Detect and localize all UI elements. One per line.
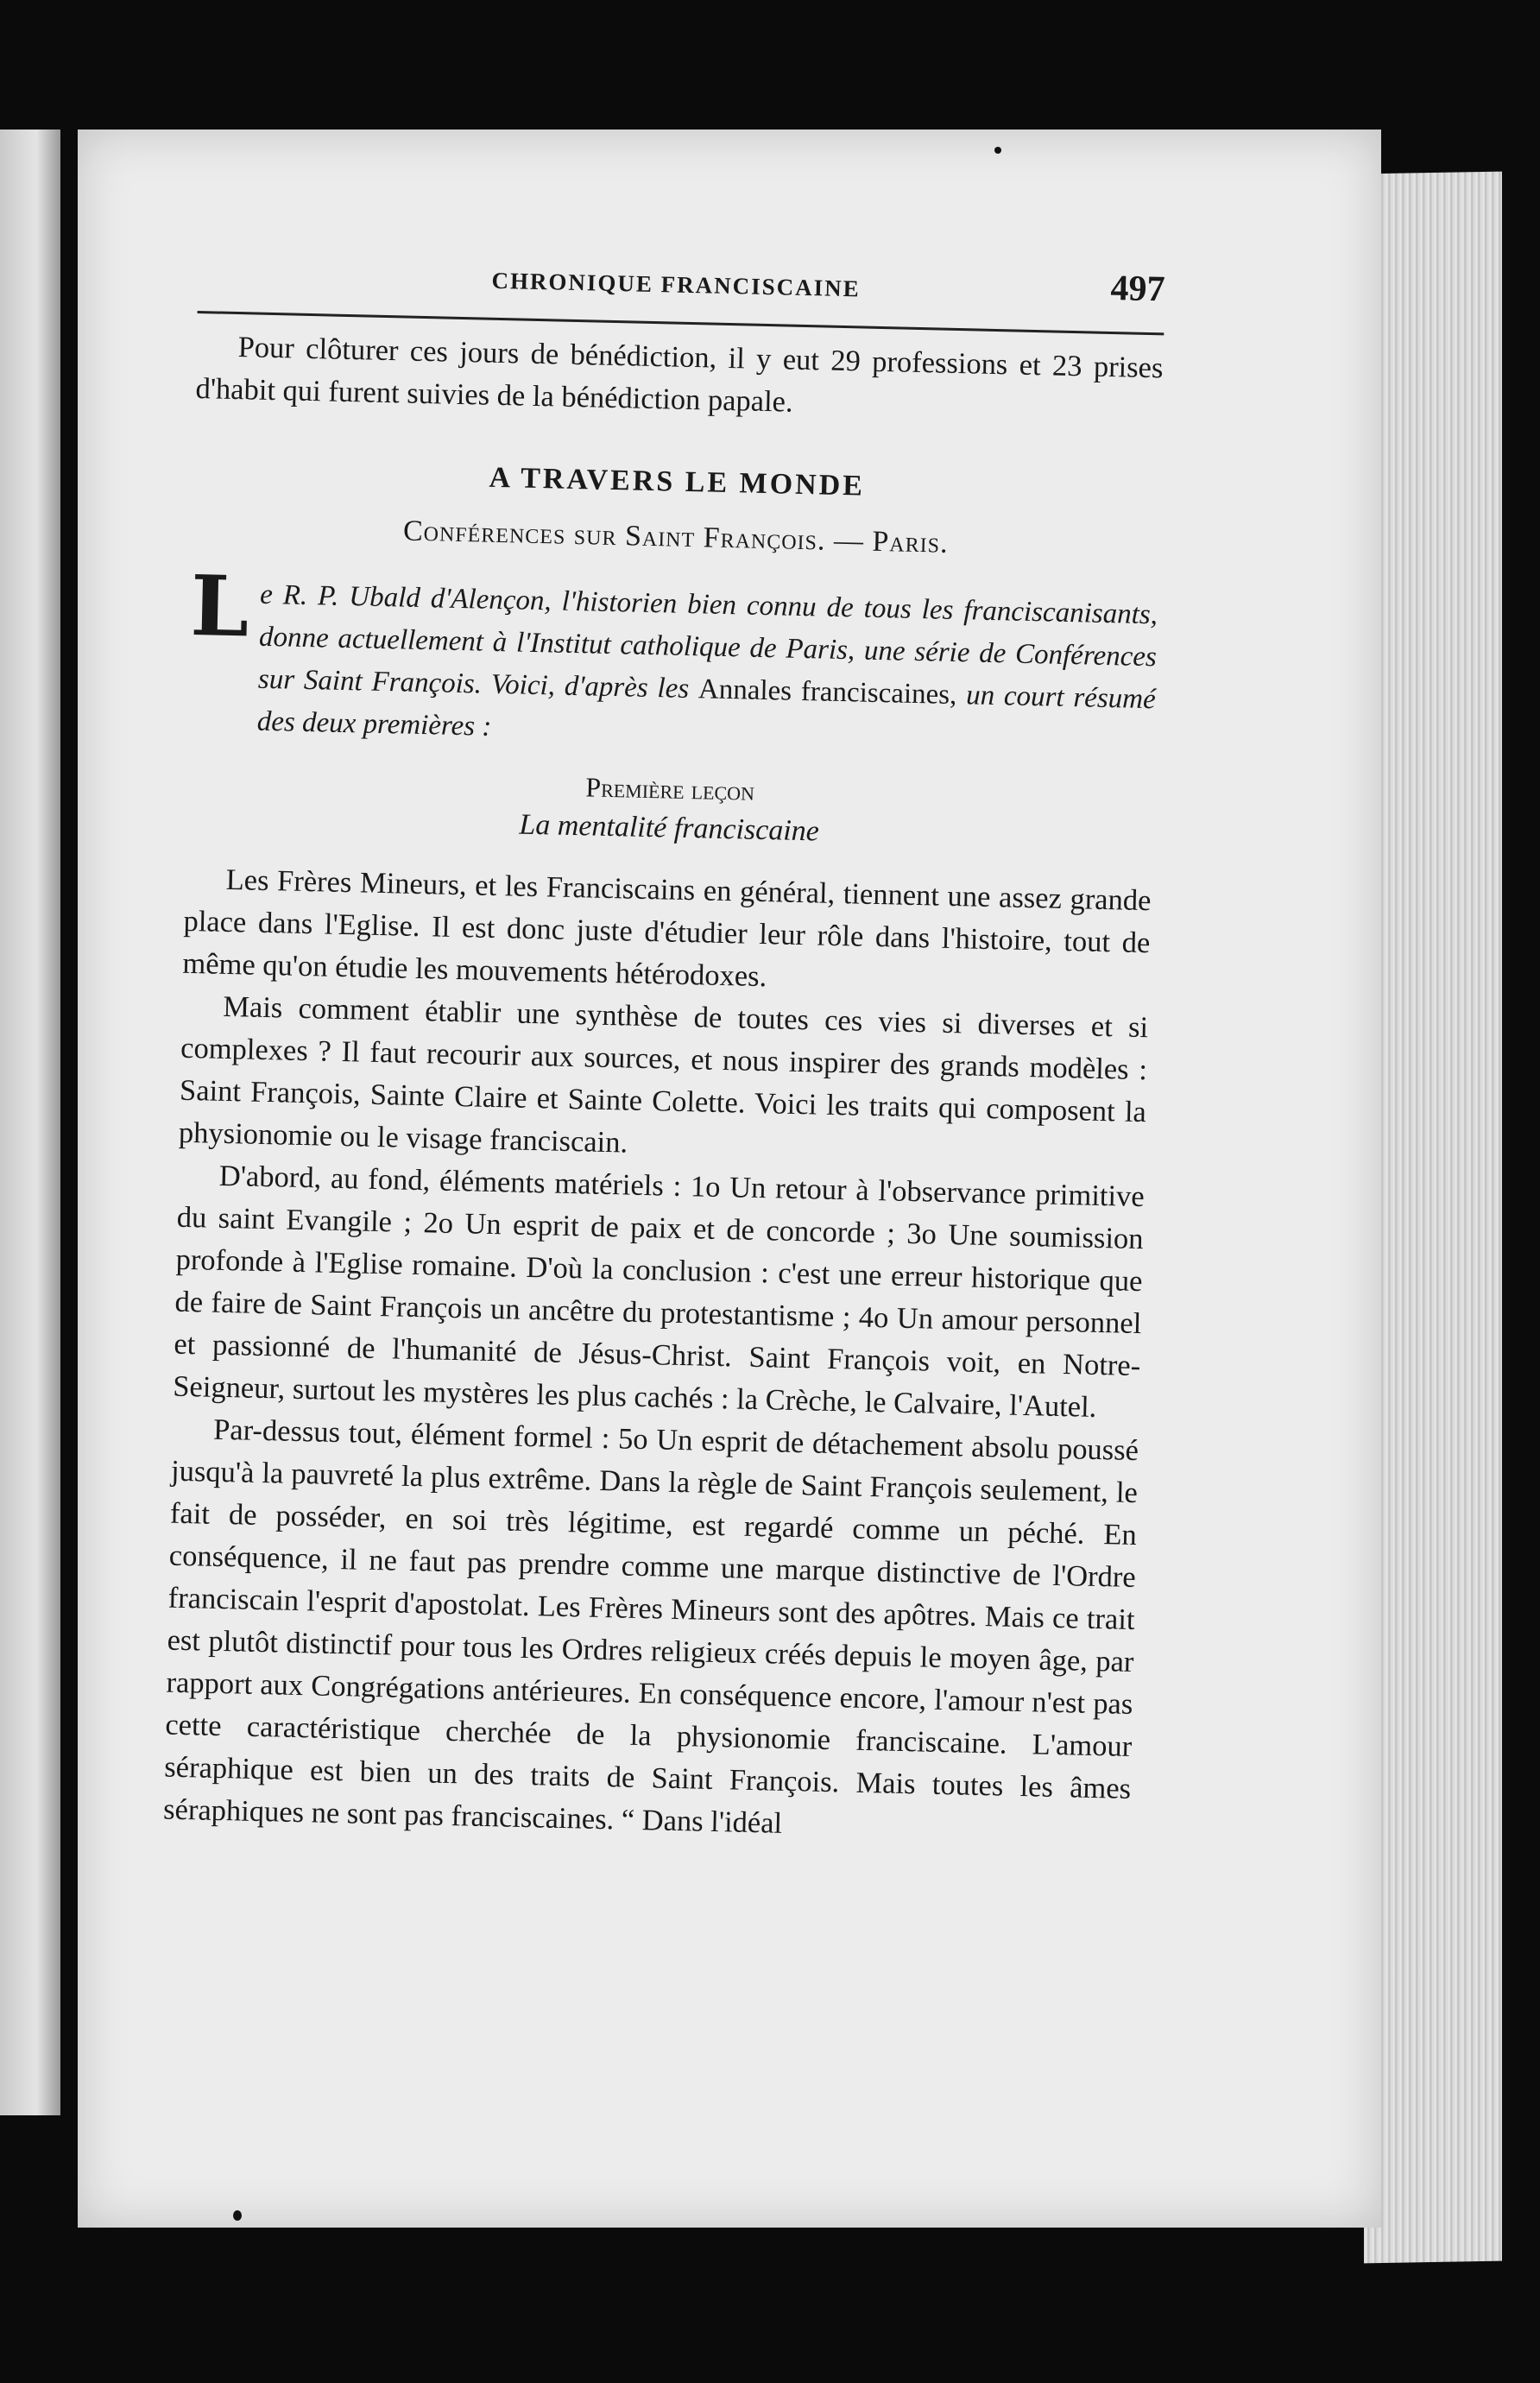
page-block-edges [1364,172,1502,2264]
lesson-subtitle: La mentalité franciscaine [519,808,820,848]
section-subhead: Conférences sur Saint François. — Paris. [402,515,949,559]
intro-paragraph [187,556,1158,763]
body-paragraph: Les Frères Mineurs, et les Franciscains en général, tiennent une assez grande place dans l'Eglise. Il est donc juste d'étudier leur rôle dans l'histoire, tout de même qu'on étudie les mouvements hétérodoxes. [182,863,1152,994]
facing-page-edge [0,130,60,2115]
opening-paragraph: Pour clôturer ces jours de bénédiction, il y eut 29 professions et 23 prises d'habit qui furent suivies de la bénédiction papale. [195,331,1164,419]
intro-text: e R. P. Ubald d'Alençon, l'historien bien connu de tous les franciscanisants, donne actuellement à l'Institut catholique de Paris, une série de Conférences sur Saint François. Voici, d'après les [257,578,1158,705]
page-number: 497 [1109,268,1166,310]
speck [233,2210,242,2221]
section-title: A TRAVERS LE MONDE [489,461,866,503]
lesson-title: Première leçon [584,771,755,806]
intro-text-end: un court résumé des deux premières : [256,680,1157,743]
body-paragraph: Mais comment établir une synthèse de toutes ces vies si diverses et si complexes ? Il faut recourir aux sources, et nous inspirer des grands modèles : Saint François, Sainte Claire et Sainte Colette. Voici les traits qui composent la physionomie ou le visage franciscain. [178,989,1149,1160]
running-title: CHRONIQUE FRANCISCAINE [491,267,862,302]
intro-source: Annales franciscaines, [697,673,957,711]
body-paragraph: D'abord, au fond, éléments matériels : 1o Un retour à l'observance primitive du saint Evangile ; 2o Un esprit de paix et de concorde ; 3o Une soumission profonde à l'Eglise romaine. D'où la conclusion : c'est une erreur historique que de faire de Saint François un ancêtre du protestantisme ; 4o Un amour personnel et passionné de l'humanité de Jésus-Christ. Saint François voit, en Notre-Seigneur, surtout les mystères les plus cachés : la Crèche, le Calvaire, l'Autel. [172,1159,1146,1424]
page-content [163,259,1165,1853]
speck [994,147,1001,154]
body-paragraph: Par-dessus tout, élément formel : 5o Un esprit de détachement absolu poussé jusqu'à la pauvreté la plus extrême. Dans la règle de Saint François seulement, le fait de posséder, en soi très légitime, est regardé comme un péché. En conséquence, il ne faut pas prendre comme une marque distinctive de l'Ordre franciscain l'esprit d'apostolat. Les Frères Mineurs sont des apôtres. Mais ce trait est plutôt distinctif pour tous les Ordres religieux créés depuis le moyen âge, par rapport aux Congrégations antérieures. En conséquence encore, l'amour n'est pas cette caractéristique cherchée de la physionomie franciscaine. L'amour séraphique est bien un des traits de Saint François. Mais toutes les âmes séraphiques ne sont pas franciscaines. “ Dans l'idéal [162,1413,1139,1840]
drop-cap: L [189,556,250,656]
